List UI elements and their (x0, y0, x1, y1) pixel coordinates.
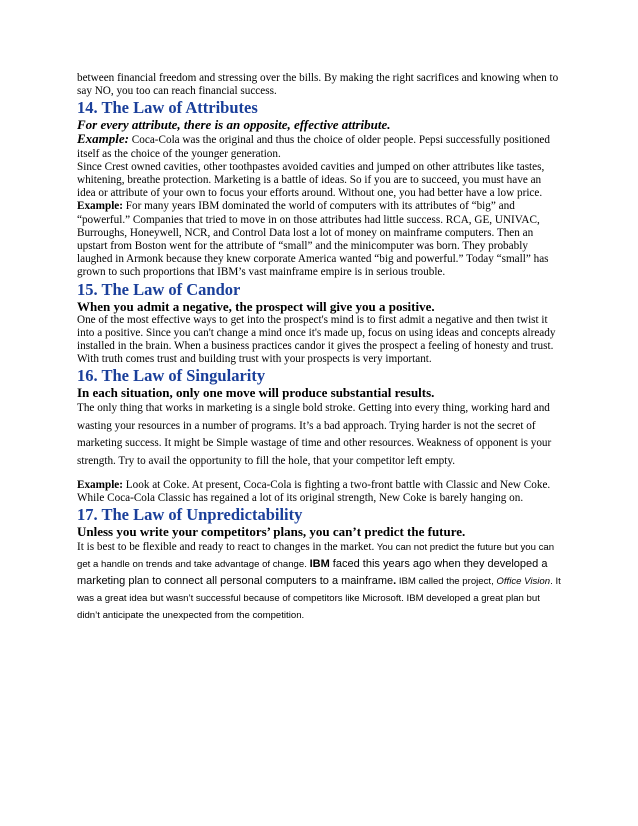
example-label: Example: (77, 479, 123, 492)
law-14-subtitle: For every attribute, there is an opposite, effective attribute. (77, 117, 391, 133)
ibm-bold: IBM (309, 558, 330, 571)
law-14-paragraph: Since Crest owned cavities, other toothpastes avoided cavities and jumped on other attributes like tastes, whitening, breathe protection. Marketing is a battle of ideas. So if you are to succeed, you must have an idea or attribute of your own to focus your efforts around. Without one, you had better have a low price. (77, 160, 545, 200)
law-17-heading: 17. The Law of Unpredictability (77, 505, 303, 525)
law-15-heading: 15. The Law of Candor (77, 279, 241, 299)
example-label: Example: (77, 200, 123, 213)
law-14-example (77, 132, 561, 160)
law-16-example (77, 479, 561, 505)
para-part-c: faced this years ago when they developed a marketing plan to connect all personal computers to a mainframe (77, 558, 548, 588)
period-bold: . (393, 575, 397, 588)
law-15-paragraph: One of the most effective ways to get into the prospect's mind is to first admit a negative and then twist it into a positive. Since you can't change a mind once it's made up, focus on using ideas and concepts already installed in the brain. When a business practices candor it gives the prospect a feeling of honesty and trust. With truth comes trust and building trust with your prospects is very important. (77, 313, 556, 366)
para-part-b: You can not predict the future but you can get a handle on trends and take advantage of change. (77, 542, 555, 571)
example-text: Look at Coke. At present, Coca-Cola is fighting a two-front battle with Classic and New Coke. While Coca-Cola Classic has regained a lot of its original strength, New Coke is barely hanging on. (77, 479, 551, 505)
law-14-heading: 14. The Law of Attributes (77, 98, 258, 118)
law-17-paragraph (77, 539, 561, 624)
para-part-a: It is best to be flexible and ready to react to changes in the market. (77, 541, 375, 554)
law-16-paragraph: The only thing that works in marketing is a single bold stroke. Getting into every thing, working hard and wasting your resources in a number of programs. It’s a bad approach. Trying harder is not the secret of marketing success. It might be Simple wastage of time and other resources. Weakness of opponent is your strength. Try to avail the opportunity to fill the hole, that your competitor left empty. (77, 402, 552, 467)
para-part-d: IBM called the project, (396, 576, 497, 588)
example-text: Coca-Cola was the original and thus the choice of older people. Pepsi successfully positioned itself as the choice of the younger generation. (77, 134, 550, 160)
law-17-subtitle: Unless you write your competitors’ plans, you can’t predict the future. (77, 524, 466, 540)
project-name: Office Vision (496, 576, 551, 588)
intro-paragraph: between financial freedom and stressing over the bills. By making the right sacrifices and knowing when to say NO, you too can reach financial success. (77, 72, 559, 98)
spacer (77, 470, 561, 479)
law-15-subtitle: When you admit a negative, the prospect will give you a positive. (77, 298, 435, 314)
law-16-subtitle: In each situation, only one move will produce substantial results. (77, 385, 435, 401)
document-page (77, 72, 561, 624)
example-text: For many years IBM dominated the world of computers with its attributes of “big” and “powerful.” Companies that tried to move in on those attributes had little success. RCA, GE, UNIVAC, Burroughs, Honeywell, NCR, and Control Data lost a lot of money on mainframe computers. Then an upstart from Boston went for the attribute of “small” and the minicomputer was born. They probably laughed in Armonk because they knew corporate America wanted “big and powerful.” Today “small” has grown to such proportions that IBM’s vast mainframe empire is in serious trouble. (77, 200, 549, 279)
law-16-heading: 16. The Law of Singularity (77, 366, 266, 386)
law-14-example-2 (77, 200, 561, 279)
example-label: Example: (77, 131, 129, 147)
para-part-e: . It was a great idea but wasn’t successful because of competitors like Microsoft. IBM developed a great plan but didn’t anticipate the unexpected from the competition. (77, 576, 561, 622)
